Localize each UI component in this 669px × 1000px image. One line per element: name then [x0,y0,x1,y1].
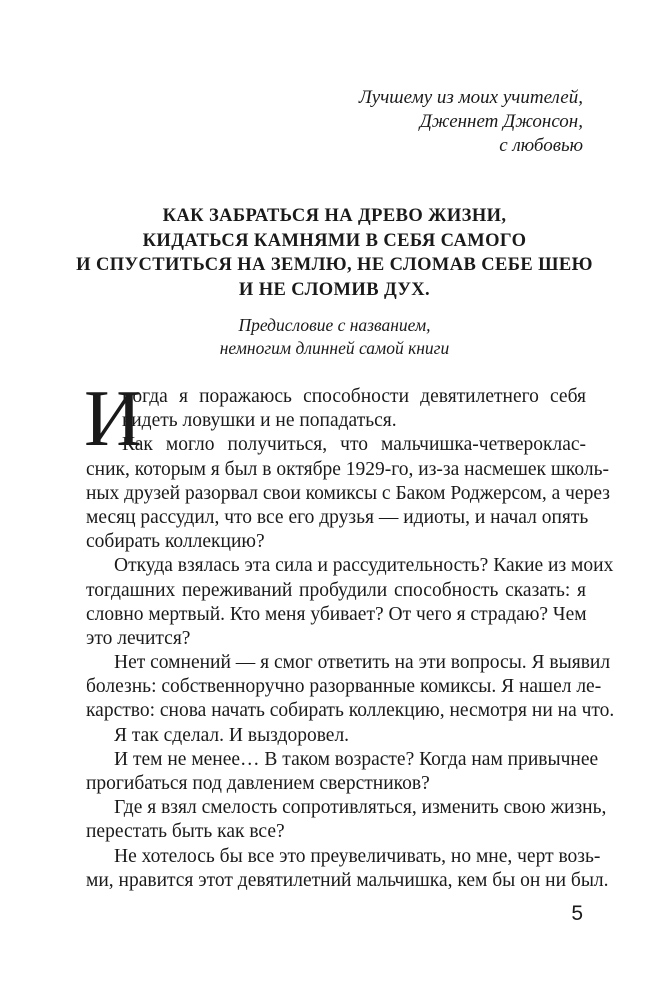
chapter-subtitle [60,314,609,360]
text-line: ногда я поражаюсь способности девятилетнего себя [122,386,586,407]
text-line: это лечится? [86,627,191,649]
title-line: КАК ЗАБРАТЬСЯ НА ДРЕВО ЖИЗНИ, [162,206,507,226]
dedication-line: Лучшему из моих учителей, [358,87,583,108]
dedication [359,86,583,158]
chapter-title [60,204,609,302]
text-line: карство: снова начать собирать коллекцию, несмотря ни на что. [86,700,615,722]
text-line: перестать быть как все? [86,821,285,843]
paragraph-1 [84,375,610,554]
text-line: месяц рассудил, что все его друзья — идиоты, и начал опять [86,506,589,528]
dedication-line: с любовью [499,135,583,156]
text-line: видеть ловушки и не попадаться. [122,410,397,432]
title-line: КИДАТЬСЯ КАМНЯМИ В СЕБЯ САМОГО [142,230,527,251]
paragraph-4 [86,724,586,748]
text-line: словно мертвый. Кто меня убивает? От чего я страдаю? Чем [86,603,587,625]
text-line: сник, которым я был в октябре 1929-го, из-за насмешек школь- [86,458,610,480]
title-line: И СПУСТИТЬСЯ НА ЗЕМЛЮ, НЕ СЛОМАВ СЕБЕ ШЕЮ [76,255,593,275]
text-line: Где я взял смелость сопротивляться, изменить свою жизнь, [114,797,607,819]
text-line: тогдашних переживаний пробудили способность сказать: я [86,579,586,601]
paragraph-3 [86,651,615,724]
page-number: 5 [571,902,583,925]
text-line: Откуда взялась эта сила и рассудительность? Какие из моих [114,555,614,577]
text-line: ми, нравится этот девятилетний мальчишка, кем бы он ни был. [86,869,609,891]
title-line: И НЕ СЛОМИВ ДУХ. [238,279,431,300]
paragraph-5 [86,748,599,796]
body-text [84,375,615,893]
text-line: И тем не менее… В таком возрасте? Когда нам привычнее [114,748,599,770]
text-line: Нет сомнений — я смог ответить на эти вопросы. Я выявил [114,652,611,674]
text-line: Не хотелось бы все это преувеличивать, но мне, черт возь- [114,845,601,867]
text-line: прогибаться под давлением сверстников? [86,773,430,794]
paragraph-6 [86,796,607,844]
text-line: Я так сделал. И выздоровел. [114,724,350,746]
text-line: болезнь: собственноручно разорванные комиксы. Я нашел ле- [86,676,602,698]
subtitle-line: Предисловие с названием, [238,315,431,335]
subtitle-line: немногим длинней самой книги [219,338,450,358]
paragraph-2 [86,554,614,651]
dedication-line: Дженнет Джонсон, [419,111,583,132]
drop-cap: И [84,375,142,463]
paragraph-7 [86,845,609,893]
text-line: Как могло получиться, что мальчишка-четвероклас- [122,434,586,456]
text-line: собирать коллекцию? [86,531,265,553]
text-line: ных друзей разорвал свои комиксы с Баком Роджерсом, а через [86,482,610,504]
